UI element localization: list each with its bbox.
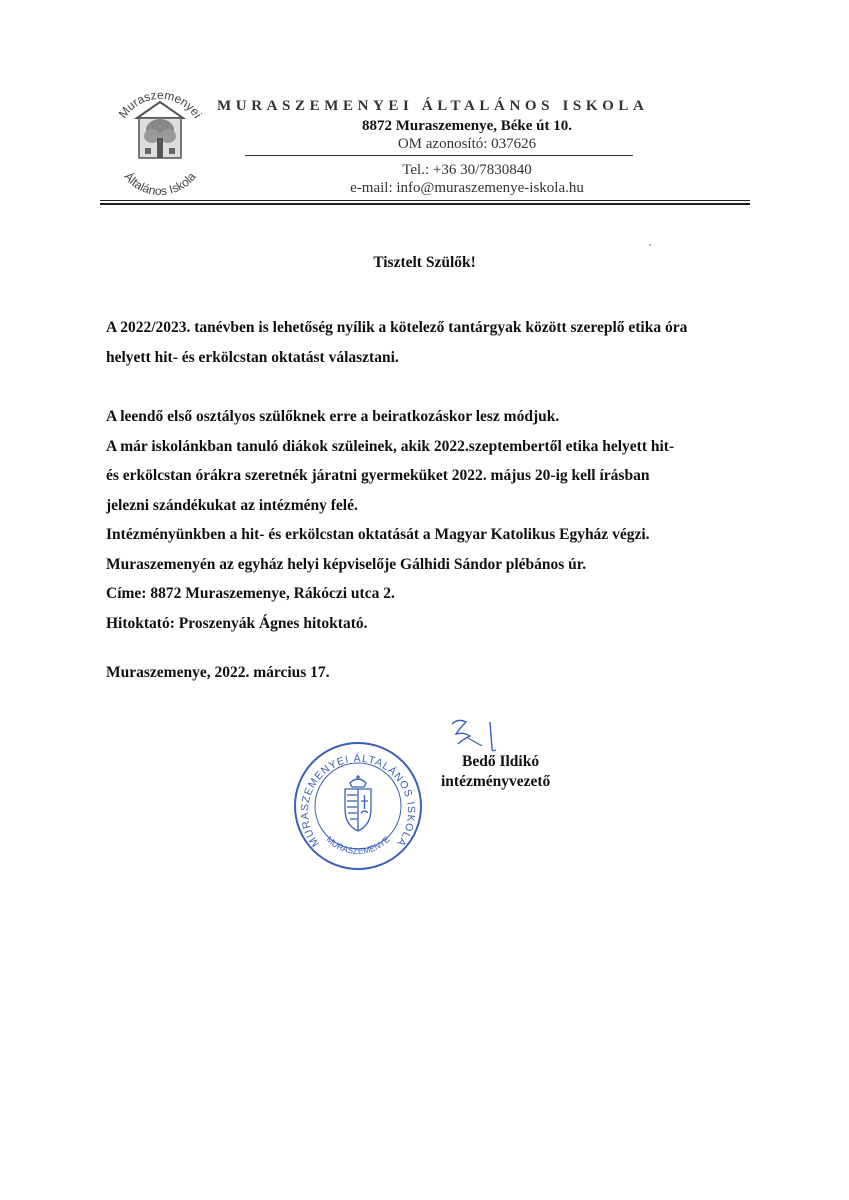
school-logo [105,88,215,198]
paragraph-line: Hitoktató: Proszenyák Ágnes hitoktató. [106,614,368,632]
paragraph-line: Címe: 8872 Muraszemenye, Rákóczi utca 2. [106,585,395,602]
paragraph-line: A leendő első osztályos szülőknek erre a beiratkozáskor lesz módjuk. [106,408,560,425]
school-name: MURASZEMENYEI ÁLTALÁNOS ISKOLA [217,98,649,114]
paragraph-line: helyett hit- és erkölcstan oktatást választani. [106,348,399,366]
svg-text:MURASZEMENYE [324,834,391,856]
paragraph-line: jelezni szándékukat az intézmény felé. [106,496,358,514]
paragraph-line: Intézményünkben a hit- és erkölcstan oktatását a Magyar Katolikus Egyház végzi. [106,526,650,543]
official-stamp [291,739,425,873]
stamp-bottom-text: MURASZEMENYE [324,834,392,856]
email-address: e-mail: info@muraszemenye-iskola.hu [350,180,584,196]
header-rule-thin [100,200,750,201]
paragraph-1 [106,313,746,372]
paragraph-line: A 2022/2023. tanévben is lehetőség nyílik a kötelező tantárgyak között szereplő etika óra [106,319,688,336]
place-date: Muraszemenye, 2022. március 17. [106,664,330,681]
signer-title: intézményvezető [441,773,551,790]
header-rule-thick [100,203,750,205]
logo-text-bottom: Általános Iskola [121,169,199,198]
om-id: OM azonosító: 037626 [397,136,537,152]
svg-text:Általános Iskola [121,169,198,198]
logo-text-top: Muraszemenyei [115,88,205,121]
phone-number: Tel.: +36 30/7830840 [402,162,532,178]
stamp-ring-text: MURASZEMENYEI ÁLTALÁNOS ISKOLA [298,752,418,849]
header-divider [245,155,633,156]
paragraph-line: Muraszemenyén az egyház helyi képviselője Gálhidi Sándor plébános úr. [106,555,587,573]
paragraph-2 [106,402,746,638]
greeting: Tisztelt Szülők! [373,254,476,271]
scan-speck [649,244,651,246]
paragraph-line: A már iskolánkban tanuló diákok szüleinek, akik 2022.szeptembertől etika helyett hit- [106,437,675,455]
signer-name: Bedő Ildikó [462,753,540,770]
handwritten-signature [446,716,502,756]
school-house-icon [137,102,183,158]
coat-of-arms-icon [345,775,371,831]
svg-text:Muraszemenyei [116,88,205,121]
school-address: 8872 Muraszemenye, Béke út 10. [362,118,572,134]
paragraph-line: és erkölcstan órákra szeretnék járatni gyermeküket 2022. május 20-ig kell írásban [106,467,650,484]
